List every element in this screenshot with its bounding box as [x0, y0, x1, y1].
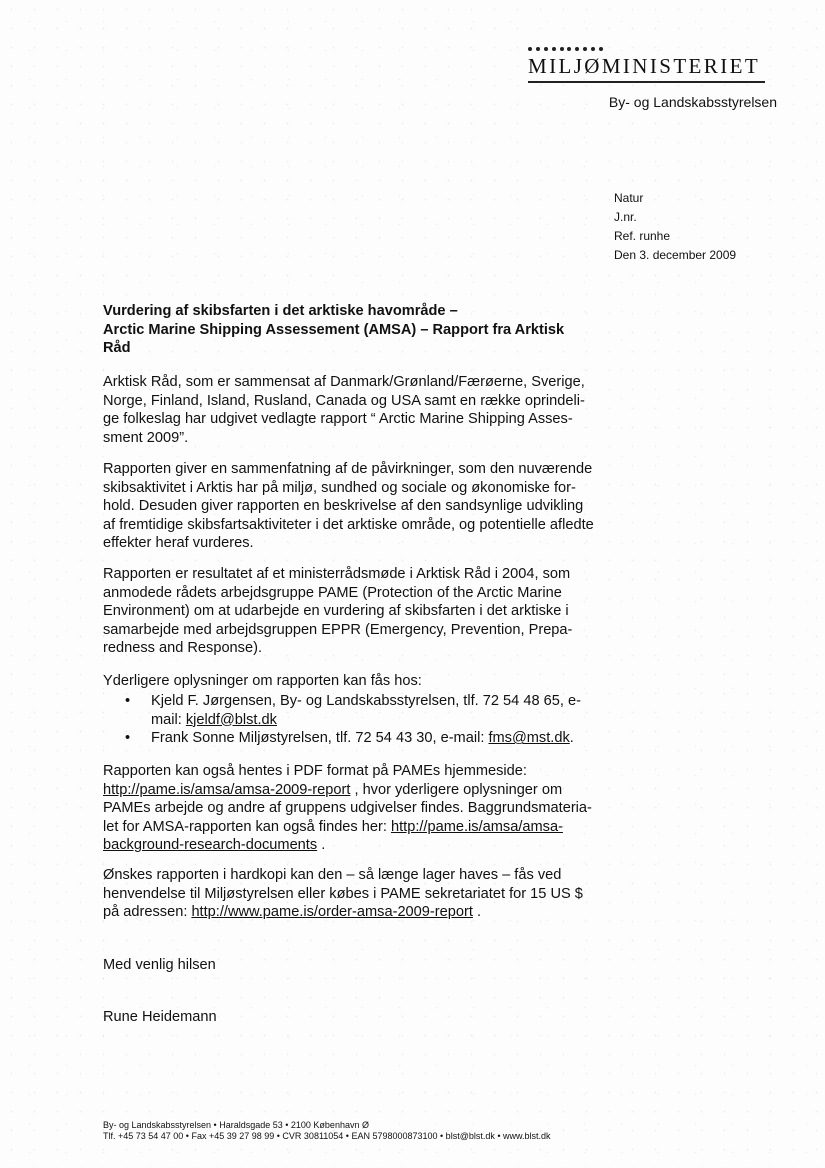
paragraph-intro [103, 373, 628, 447]
ref-journal: J.nr. [614, 210, 637, 224]
letterhead-rule [528, 81, 765, 83]
text-line [103, 781, 628, 800]
footer-address: By- og Landskabsstyrelsen • Haraldsgade 53 • 2100 København Ø [103, 1120, 369, 1130]
subject-line: Råd [103, 340, 131, 356]
text-line: effekter heraf vurderes. [103, 535, 254, 552]
subject-line: Arctic Marine Shipping Assessement (AMSA) – Rapport fra Arktisk [103, 321, 565, 338]
text-line: redness and Response). [103, 640, 263, 657]
text-fragment: Frank Sonne Miljøstyrelsen, tlf. 72 54 43 30, e-mail: [151, 730, 489, 747]
text-line [151, 711, 628, 730]
text-line: Yderligere oplysninger om rapporten kan fås hos: [103, 673, 422, 689]
list-item [103, 729, 628, 748]
paragraph-contacts-intro [103, 672, 628, 691]
ref-date: Den 3. december 2009 [614, 248, 737, 262]
background-docs-link[interactable]: http://pame.is/amsa/amsa- [390, 818, 563, 835]
text-line: ge folkeslag har udgivet vedlagte rapport “ Arctic Marine Shipping Asses- [103, 411, 573, 428]
letter-subject [103, 302, 623, 358]
text-line: sment 2009”. [103, 429, 189, 446]
ref-department: Natur [614, 191, 644, 205]
paragraph-summary [103, 460, 628, 553]
text-fragment: . [472, 904, 481, 921]
ministry-logo: MILJØMINISTERIET [528, 54, 761, 78]
paragraph-pdf [103, 762, 628, 855]
footer-contact: Tlf. +45 73 54 47 00 • Fax +45 39 27 98 99 • CVR 30811054 • EAN 5798000873100 • blst@blst.dk • www.blst.dk [103, 1131, 551, 1141]
text-fragment: mail: [151, 711, 186, 728]
text-line [103, 836, 628, 855]
bullet: • [125, 730, 131, 747]
text-line: samarbejde med arbejdsgruppen EPPR (Emergency, Prevention, Prepa- [103, 621, 573, 638]
bullet: • [125, 693, 131, 709]
email-link-kjeldf[interactable]: kjeldf@blst.dk [185, 711, 277, 728]
paragraph-background [103, 565, 628, 658]
text-line: af fremtidige skibsfartsaktiviteter i det arktiske område, og potentielle afledte [103, 516, 594, 533]
background-docs-link[interactable]: background-research-documents [103, 837, 318, 854]
text-line: Kjeld F. Jørgensen, By- og Landskabsstyrelsen, tlf. 72 54 48 65, e- [151, 693, 581, 709]
text-fragment: . [317, 837, 326, 854]
text-line: Rapporten giver en sammenfatning af de påvirkninger, som den nuværende [103, 461, 593, 477]
text-line: Rapporten kan også hentes i PDF format på PAMEs hjemmeside: [103, 763, 527, 779]
text-line [103, 818, 628, 837]
closing-greeting [103, 956, 628, 975]
text-line: hold. Desuden giver rapporten en beskrivelse af den sandsynlige udvikling [103, 498, 584, 515]
reference-block [614, 189, 736, 265]
text-line: anmodede rådets arbejdsgruppe PAME (Protection of the Arctic Marine [103, 584, 562, 601]
contact-list [103, 692, 628, 748]
ministry-logo-dots [528, 46, 603, 52]
agency-name: By- og Landskabsstyrelsen [608, 94, 777, 110]
signatory-name [103, 1008, 628, 1027]
text-line [103, 903, 628, 922]
text-line [151, 729, 628, 748]
paragraph-hardcopy [103, 866, 628, 922]
email-link-fms[interactable]: fms@mst.dk [488, 730, 570, 747]
text-line: skibsaktivitet i Arktis har på miljø, sundhed og sociale og økonomiske for- [103, 479, 576, 496]
text-line: Rune Heidemann [103, 1009, 217, 1025]
subject-line: Vurdering af skibsfarten i det arktiske havområde – [103, 303, 458, 319]
text-line: PAMEs arbejde og andre af gruppens udgivelser findes. Baggrundsmateria- [103, 800, 592, 817]
text-line: Rapporten er resultatet af et ministerrådsmøde i Arktisk Råd i 2004, som [103, 566, 571, 582]
text-line: henvendelse til Miljøstyrelsen eller købes i PAME sekretariatet for 15 US $ [103, 885, 583, 902]
text-line: Ønskes rapporten i hardkopi kan den – så længe lager haves – fås ved [103, 867, 562, 883]
text-fragment: let for AMSA-rapporten kan også findes her: [103, 818, 391, 835]
order-link[interactable]: http://www.pame.is/order-amsa-2009-report [191, 904, 473, 921]
text-fragment: , hvor yderligere oplysninger om [350, 781, 563, 798]
text-fragment: . [569, 730, 574, 747]
report-link[interactable]: http://pame.is/amsa/amsa-2009-report [103, 781, 351, 798]
ref-reference: Ref. runhe [614, 229, 671, 243]
text-line: Arktisk Råd, som er sammensat af Danmark/Grønland/Færøerne, Sverige, [103, 374, 585, 390]
letter-footer [103, 1120, 551, 1142]
text-line: Environment) om at udarbejde en vurdering af skibsfarten i det arktiske i [103, 603, 569, 620]
list-item [103, 692, 628, 729]
text-line: Med venlig hilsen [103, 957, 216, 973]
text-fragment: på adressen: [103, 904, 192, 921]
text-line: Norge, Finland, Island, Rusland, Canada og USA samt en række oprindeli- [103, 392, 585, 409]
